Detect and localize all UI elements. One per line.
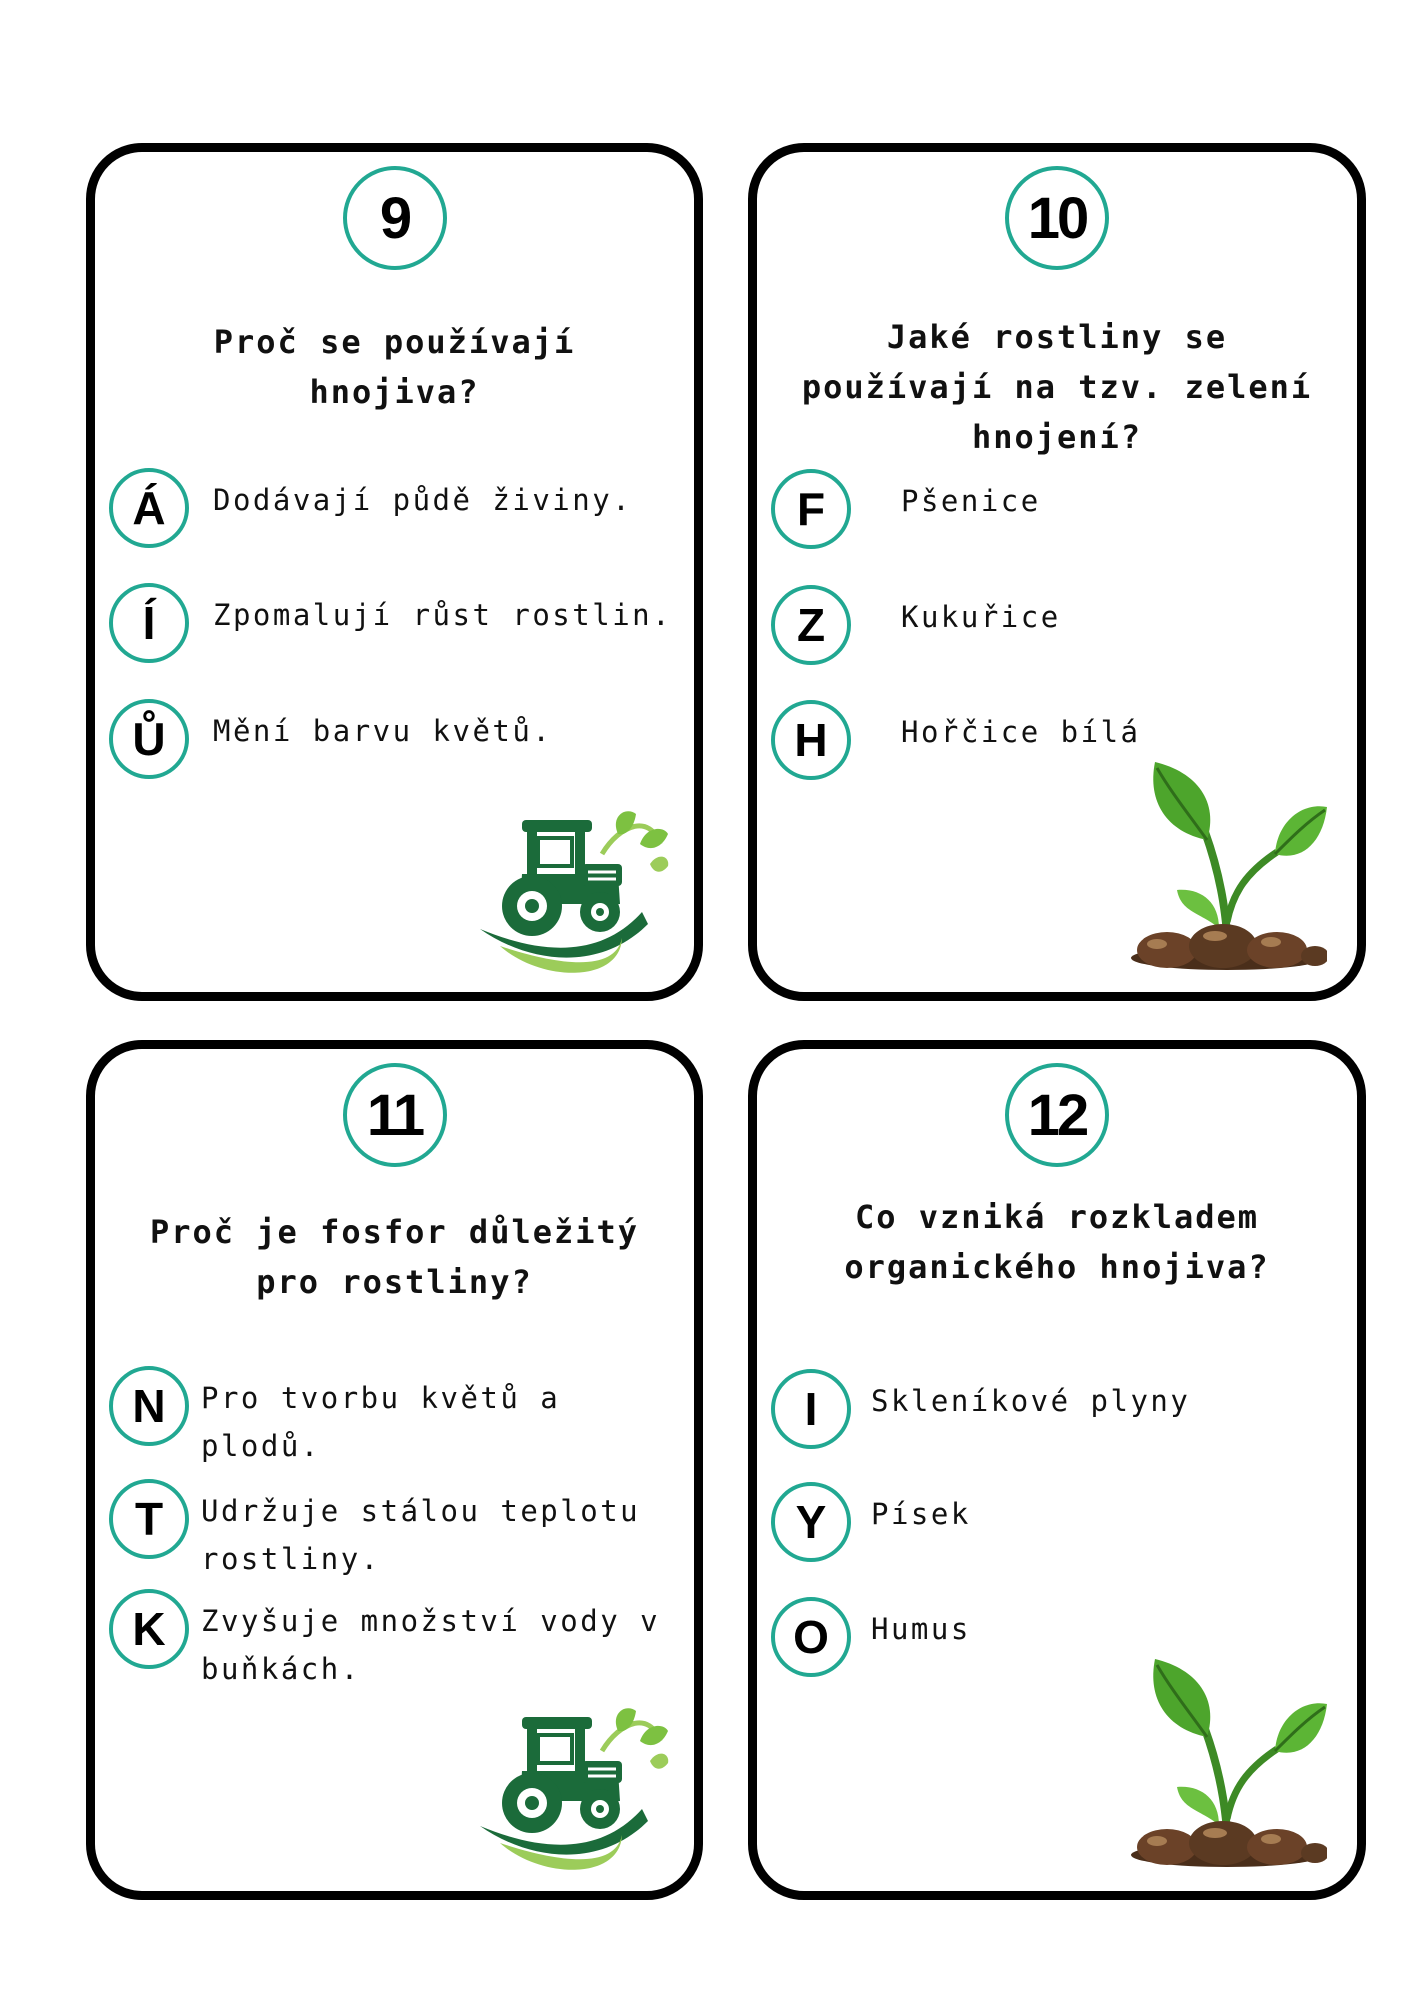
option-z[interactable]: [771, 585, 1351, 667]
option-text: Udržuje stálou teplotu rostliny.: [201, 1494, 641, 1576]
option-i[interactable]: [771, 1369, 1351, 1451]
option-letter: Í: [109, 583, 189, 663]
sprout-icon: [1127, 762, 1327, 972]
option-letter: Á: [109, 468, 189, 548]
tractor-icon: [470, 1701, 670, 1871]
option-text: Humus: [871, 1612, 971, 1646]
option-text: Hořčice bílá: [901, 715, 1141, 749]
card-number: 9: [343, 166, 447, 270]
option-text: Skleníkové plyny: [871, 1384, 1191, 1418]
option-letter: Z: [771, 585, 851, 665]
option-letter: I: [771, 1369, 851, 1449]
option-text: Mění barvu květů.: [213, 714, 553, 748]
option-letter: O: [771, 1597, 851, 1677]
option-f[interactable]: [771, 469, 1351, 551]
card-12: [748, 1040, 1366, 1900]
option-letter: Ů: [109, 699, 189, 779]
option-a[interactable]: [109, 468, 688, 550]
card-11: [86, 1040, 703, 1900]
question-text: Jaké rostliny se používají na tzv. zelení hnojení?: [801, 318, 1313, 456]
option-letter: H: [771, 700, 851, 780]
card-number: 12: [1005, 1063, 1109, 1167]
option-text: Zvyšuje množství vody v buňkách.: [201, 1604, 661, 1686]
option-text: Pro tvorbu květů a plodů.: [201, 1381, 561, 1463]
option-letter: Y: [771, 1482, 851, 1562]
option-letter: T: [109, 1479, 189, 1559]
card-number: 10: [1005, 166, 1109, 270]
sprout-icon: [1127, 1659, 1327, 1869]
option-letter: K: [109, 1589, 189, 1669]
option-y[interactable]: [771, 1482, 1351, 1564]
question-text: Proč se používají hnojiva?: [213, 323, 576, 411]
option-text: Zpomalují růst rostlin.: [213, 598, 673, 632]
option-text: Dodávají půdě živiny.: [213, 483, 633, 517]
option-t[interactable]: [109, 1479, 688, 1576]
option-n[interactable]: [109, 1366, 688, 1463]
option-text: Pšenice: [901, 484, 1041, 518]
option-letter: F: [771, 469, 851, 549]
card-9: [86, 143, 703, 1001]
question-text: Co vzniká rozkladem organického hnojiva?: [844, 1198, 1270, 1286]
option-k[interactable]: [109, 1589, 688, 1686]
option-letter: N: [109, 1366, 189, 1446]
card-10: [748, 143, 1366, 1001]
card-number: 11: [343, 1063, 447, 1167]
option-text: Kukuřice: [901, 600, 1061, 634]
option-b[interactable]: [109, 583, 688, 665]
option-text: Písek: [871, 1497, 971, 1531]
tractor-icon: [470, 804, 670, 974]
question-text: Proč je fosfor důležitý pro rostliny?: [149, 1213, 640, 1301]
option-c[interactable]: [109, 699, 688, 781]
